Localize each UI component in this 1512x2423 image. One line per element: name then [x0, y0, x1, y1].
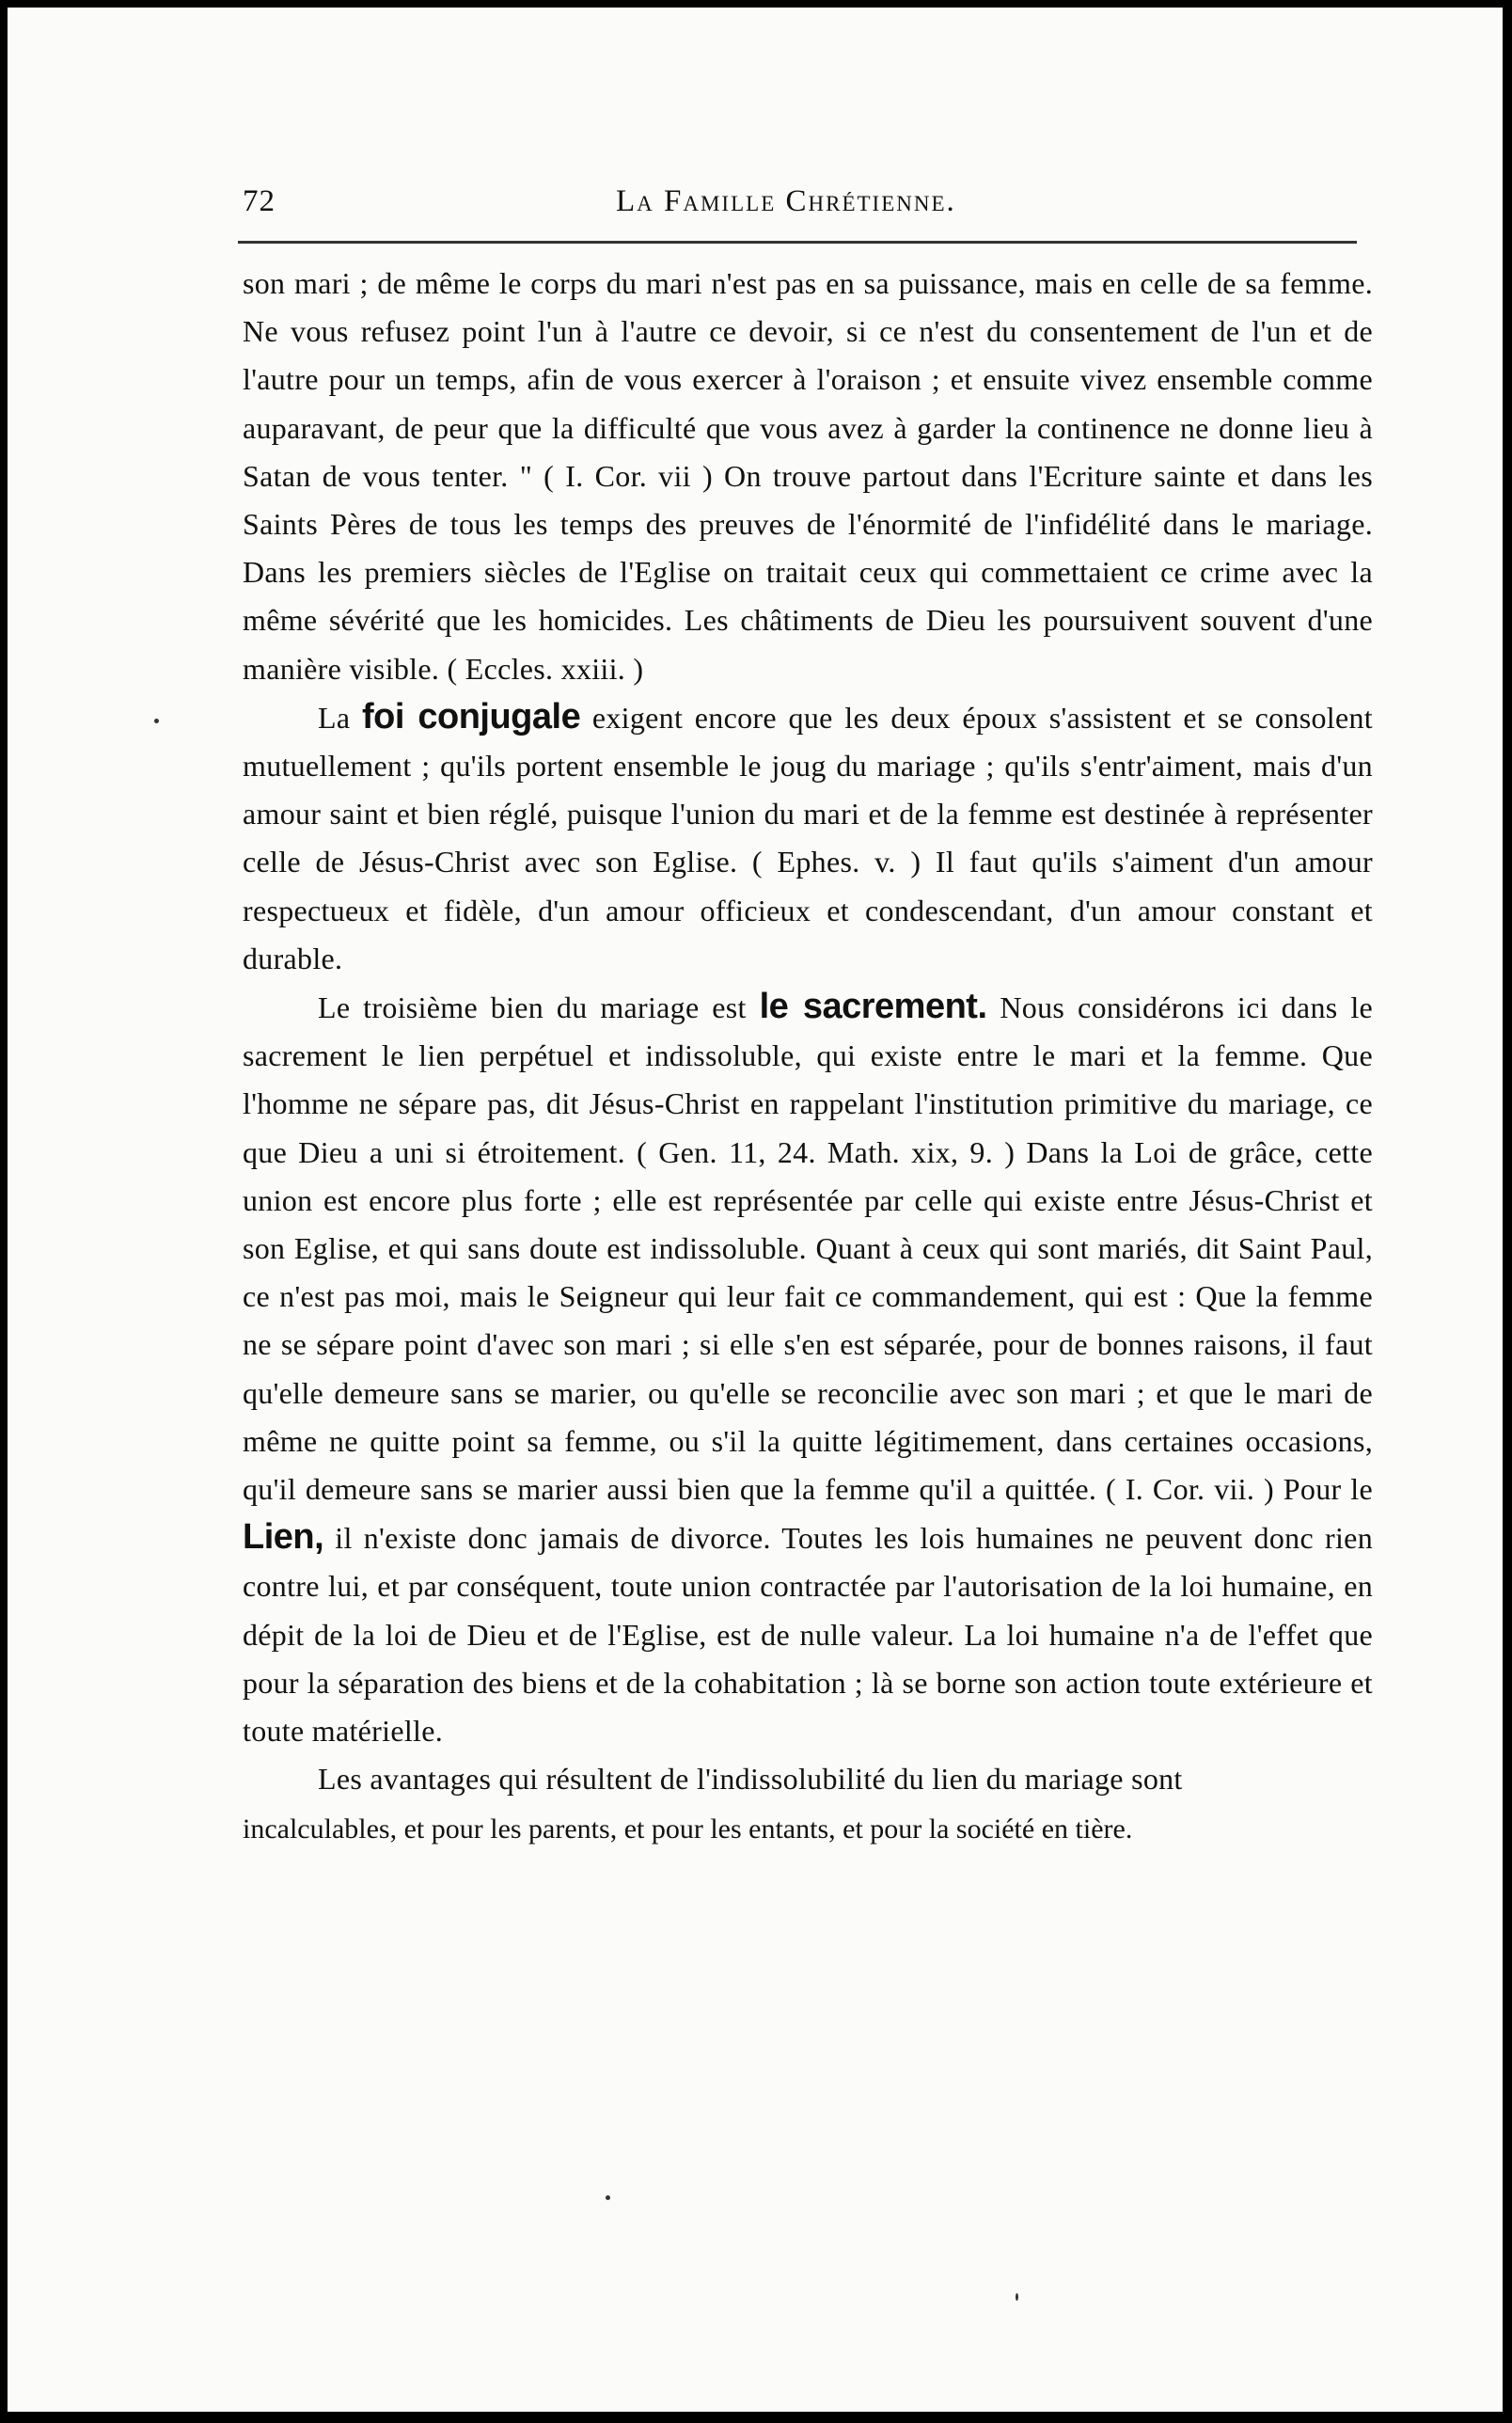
paragraph-1-text: son mari ; de même le corps du mari n'est pas en sa puissance, mais en celle de sa femme. Ne vous refusez point l'un à l'autre ce devoir, si ce n'est du consentement de l'un et de l'autre pour un temps, afin de vous exercer à l'oraison ; et ensuite vivez ensemble comme auparavant, de peur que la difficulté que vous avez à garder la continence ne donne lieu à Satan de vous tenter. " ( I. Cor. vii ) On trouve partout dans l'Ecriture sainte et dans les Saints Pères de tous les temps des preuves de l'énormité de l'infidélité dans le mariage. Dans les premiers siècles de l'Eglise on traitait ceux qui commettaient ce crime avec la même sévérité que les homicides. Les châtiments de Dieu les poursuivent souvent d'une manière visible. ( Eccles. xxiii. ) [243, 266, 1373, 686]
paragraph-3 [243, 983, 1373, 1755]
page-number: 72 [243, 184, 276, 218]
ink-speck [1016, 2293, 1018, 2301]
paragraph-2 [243, 693, 1373, 983]
paragraph-3-lead: Le troisième bien du mariage est [318, 990, 760, 1025]
paragraph-4-last-line [243, 1804, 1373, 1853]
paragraph-4-last-line-text: incalculables, et pour les parents, et pour les entants, et pour la société en tière. [243, 1813, 1133, 1845]
paragraph-2-text: exigent encore que les deux époux s'assistent et se consolent mutuellement ; qu'ils portent ensemble le joug du mariage ; qu'ils s'entr'aiment, mais d'un amour saint et bien réglé, puisque l'union du mari et de la femme est destinée à représenter celle de Jésus-Christ avec son Eglise. ( Ephes. v. ) Il faut qu'ils s'aiment d'un amour respectueux et fidèle, d'un amour officieux et condescendant, d'un amour constant et durable. [243, 700, 1373, 975]
body-text [243, 260, 1373, 1853]
paragraph-2-lead: La [318, 700, 363, 735]
ink-speck [606, 2195, 610, 2200]
ink-speck [154, 719, 159, 723]
paragraph-3-text: Nous considérons ici dans le sacrement le lien perpétuel et indissoluble, qui existe entre le mari et la femme. Que l'homme ne sépare pas, dit Jésus-Christ en rappelant l'institution primitive du mariage, ce que Dieu a uni si étroitement. ( Gen. 11, 24. Math. xix, 9. ) Dans la Loi de grâce, cette union est encore plus forte ; elle est représentée par celle qui existe entre Jésus-Christ et son Eglise, et qui sans doute est indissoluble. Quant à ceux qui sont mariés, dit Saint Paul, ce n'est pas moi, mais le Seigneur qui leur fait ce commandement, qui est : Que la femme ne se sépare point d'avec son mari ; si elle s'en est séparée, pour de bonnes raisons, il faut qu'elle demeure sans se marier, ou qu'elle se reconcilie avec son mari ; et que le mari de même ne quitte point sa femme, ou s'il la quitte légitimement, dans certaines occasions, qu'il demeure sans se marier aussi bien que la femme qu'il a quittée. ( I. Cor. vii. ) Pour le [243, 990, 1374, 1507]
running-title: La Famille Chrétienne. [616, 184, 956, 218]
paragraph-2-bold-term: foi conjugale [362, 696, 581, 736]
paragraph-4-text: Les avantages qui résultent de l'indissolubilité du lien du mariage sont [318, 1762, 1183, 1797]
page-header [243, 184, 1371, 222]
header-rule [238, 241, 1357, 244]
paragraph-3-bold-term: le sacrement. [759, 987, 987, 1027]
paragraph-4 [243, 1755, 1373, 1803]
paragraph-3-bold-term-2: Lien, [243, 1517, 324, 1558]
book-page [8, 8, 1503, 2412]
paragraph-1 [243, 260, 1373, 693]
paragraph-3-text-end: il n'existe donc jamais de divorce. Toutes les lois humaines ne peuvent donc rien contre lui, et par conséquent, toute union contractée par l'autorisation de la loi humaine, en dépit de la loi de Dieu et de l'Eglise, est de nulle valeur. La loi humaine n'a de l'effet que pour la séparation des biens et de la cohabitation ; là se borne son action toute extérieure et toute matérielle. [243, 1521, 1373, 1749]
